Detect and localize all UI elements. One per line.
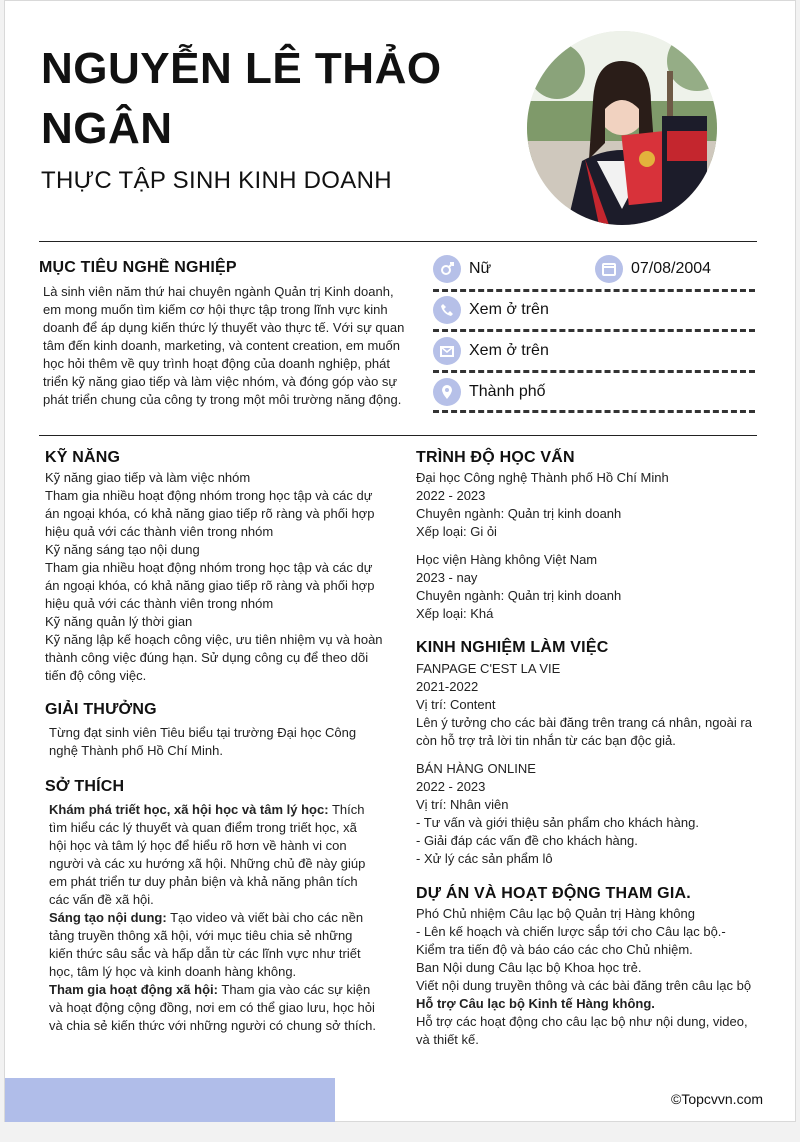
dob-value: 07/08/2004 xyxy=(631,260,712,277)
experience-line: - Giải đáp các vấn đề cho khách hàng. xyxy=(416,833,638,848)
dob-row xyxy=(595,253,711,285)
skill-line: Kỹ năng giao tiếp và làm việc nhóm xyxy=(45,470,251,485)
education-list xyxy=(416,469,756,633)
email-value: Xem ở trên xyxy=(469,342,549,359)
contact-divider xyxy=(433,410,755,413)
hobby-item xyxy=(49,981,377,1035)
experience-line: Lên ý tưởng cho các bài đăng trên trang cá nhân, ngoài ra còn hỗ trợ trả lời tin nhắn từ các bạn độc giả. xyxy=(416,715,752,748)
experience-entry xyxy=(416,660,758,750)
hobby-item xyxy=(49,909,377,981)
experience-title: KINH NGHIỆM LÀM VIỆC xyxy=(416,639,609,656)
phone-row xyxy=(433,294,549,326)
avatar-photo xyxy=(527,31,717,225)
education-entry xyxy=(416,551,756,623)
gender-row xyxy=(433,253,491,285)
contact-divider xyxy=(433,370,755,373)
contact-divider xyxy=(433,329,755,332)
education-school: Học viện Hàng không Việt Nam xyxy=(416,552,598,567)
avatar xyxy=(527,31,717,225)
projects-title: DỰ ÁN VÀ HOẠT ĐỘNG THAM GIA. xyxy=(416,885,691,902)
phone-value: Xem ở trên xyxy=(469,301,549,318)
phone-icon xyxy=(433,296,461,324)
objective-title: MỤC TIÊU NGHỀ NGHIỆP xyxy=(39,259,237,276)
skill-line: Tham gia nhiều hoạt động nhóm trong học tập và các dự án ngoại khóa, có khả năng giao tiếp rõ ràng và phối hợp hiệu quả với các thành viên trong nhóm xyxy=(45,488,375,539)
hobby-item xyxy=(49,801,377,909)
education-years: 2023 - nay xyxy=(416,570,478,585)
hobbies-title: SỞ THÍCH xyxy=(45,778,125,795)
hobby-label: Sáng tạo nội dung: xyxy=(49,910,167,925)
experience-line: 2022 - 2023 xyxy=(416,779,486,794)
skills-title: KỸ NĂNG xyxy=(45,449,121,466)
hobby-text: Tạo video và viết bài cho các nền tảng truyền thông xã hội, với mục tiêu chia sẻ những kiến thức sâu sắc và hấp dẫn từ các lĩnh vực như triết học, tâm lý học và kinh doanh hàng không. xyxy=(49,910,364,979)
experience-list xyxy=(416,660,758,878)
skill-line: Kỹ năng quản lý thời gian xyxy=(45,614,193,629)
skills-list xyxy=(45,469,383,685)
footer-accent-bar xyxy=(5,1078,335,1122)
education-major: Chuyên ngành: Quản trị kinh doanh xyxy=(416,506,622,521)
section-divider xyxy=(39,435,757,436)
location-pin-icon xyxy=(433,378,461,406)
projects-list xyxy=(416,905,758,1049)
skill-line: Kỹ năng sáng tạo nội dung xyxy=(45,542,200,557)
hobby-label: Khám phá triết học, xã hội học và tâm lý học: xyxy=(49,802,329,817)
experience-entry xyxy=(416,760,758,868)
education-school: Đại học Công nghệ Thành phố Hồ Chí Minh xyxy=(416,470,669,485)
gender-value: Nữ xyxy=(469,260,492,277)
awards-title: GIẢI THƯỞNG xyxy=(45,701,157,718)
experience-line: - Xử lý các sản phẩm lô xyxy=(416,851,553,866)
hobby-text: Tham gia vào các sự kiện và hoạt động cộng đồng, nơi em có thể giao lưu, học hỏi và chia sẻ kiến thức với những người có chung sở thích. xyxy=(49,982,377,1033)
project-line: Phó Chủ nhiệm Câu lạc bộ Quản trị Hàng không xyxy=(416,906,695,921)
project-line: - Lên kế hoạch và chiến lược sắp tới cho Câu lạc bộ.- Kiểm tra tiến độ và báo cáo các cho Chủ nhiệm. xyxy=(416,924,726,957)
email-icon xyxy=(433,337,461,365)
email-row xyxy=(433,335,549,367)
skill-line: Kỹ năng lập kế hoạch công việc, ưu tiên nhiệm vụ và hoàn thành công việc đúng hạn. Sử dụng công cụ để theo dõi tiến độ công việc. xyxy=(45,632,383,683)
education-major: Chuyên ngành: Quản trị kinh doanh xyxy=(416,588,622,603)
education-years: 2022 - 2023 xyxy=(416,488,486,503)
footer-brand: ©Topcvvn.com xyxy=(671,1091,764,1107)
experience-line: Vị trí: Content xyxy=(416,697,496,712)
hobby-label: Tham gia hoạt động xã hội: xyxy=(49,982,218,997)
objective-text: Là sinh viên năm thứ hai chuyên ngành Quản trị Kinh doanh, em mong muốn tìm kiếm cơ hội thực tập trong lĩnh vực kinh doanh để áp dụng kiến thức lý thuyết vào thực tế. Với sự quan tâm đến kinh doanh, marketing, và content creation, em muốn học hỏi thêm về quy trình hoạt động của doanh nghiệp, phát triển kỹ năng giao tiếp và làm việc nhóm, và đóng góp vào sự phát triển chung của công ty trong một môi trường năng động. xyxy=(43,284,405,407)
education-title: TRÌNH ĐỘ HỌC VẤN xyxy=(416,449,575,466)
experience-line: Vị trí: Nhân viên xyxy=(416,797,509,812)
experience-line: FANPAGE C'EST LA VIE xyxy=(416,661,561,676)
project-line: Viết nội dung truyền thông và các bài đăng trên câu lạc bộ xyxy=(416,978,752,993)
experience-line: BÁN HÀNG ONLINE xyxy=(416,761,536,776)
candidate-role: THỰC TẬP SINH KINH DOANH xyxy=(41,167,392,194)
hobby-text: Thích tìm hiểu các lý thuyết và quan điểm trong triết học, xã hội học và tâm lý học để hiểu rõ hơn về hành vi con người và các xu hướng xã hội. Những chủ đề này giúp em phát triển tư duy phản biện và khả năng phân tích các vấn đề xã hội. xyxy=(49,802,366,907)
cv-page xyxy=(4,0,796,1122)
education-grade: Xếp loại: Gi ỏi xyxy=(416,524,497,539)
contact-divider xyxy=(433,289,755,292)
education-entry xyxy=(416,469,756,541)
address-value: Thành phố xyxy=(469,383,546,400)
experience-line: 2021-2022 xyxy=(416,679,479,694)
project-line xyxy=(416,995,758,1013)
candidate-name: NGUYỄN LÊ THẢO NGÂN xyxy=(41,44,442,153)
header-divider xyxy=(39,241,757,242)
project-bold-line: Hỗ trợ Câu lạc bộ Kinh tế Hàng không. xyxy=(416,996,655,1011)
awards-text: Từng đạt sinh viên Tiêu biểu tại trường Đại học Công nghệ Thành phố Hồ Chí Minh. xyxy=(49,725,357,758)
gender-icon xyxy=(433,255,461,283)
skill-line: Tham gia nhiều hoạt động nhóm trong học tập và các dự án ngoại khóa, có khả năng giao tiếp rõ ràng và phối hợp hiệu quả với các thành viên trong nhóm xyxy=(45,560,375,611)
address-row xyxy=(433,376,546,408)
experience-line: - Tư vấn và giới thiệu sản phẩm cho khách hàng. xyxy=(416,815,699,830)
calendar-icon xyxy=(595,255,623,283)
hobbies-list xyxy=(49,801,377,1035)
project-line: Hỗ trợ các hoạt động cho câu lạc bộ như nội dung, video, và thiết kế. xyxy=(416,1014,748,1047)
education-grade: Xếp loại: Khá xyxy=(416,606,494,621)
project-line: Ban Nội dung Câu lạc bộ Khoa học trẻ. xyxy=(416,960,642,975)
